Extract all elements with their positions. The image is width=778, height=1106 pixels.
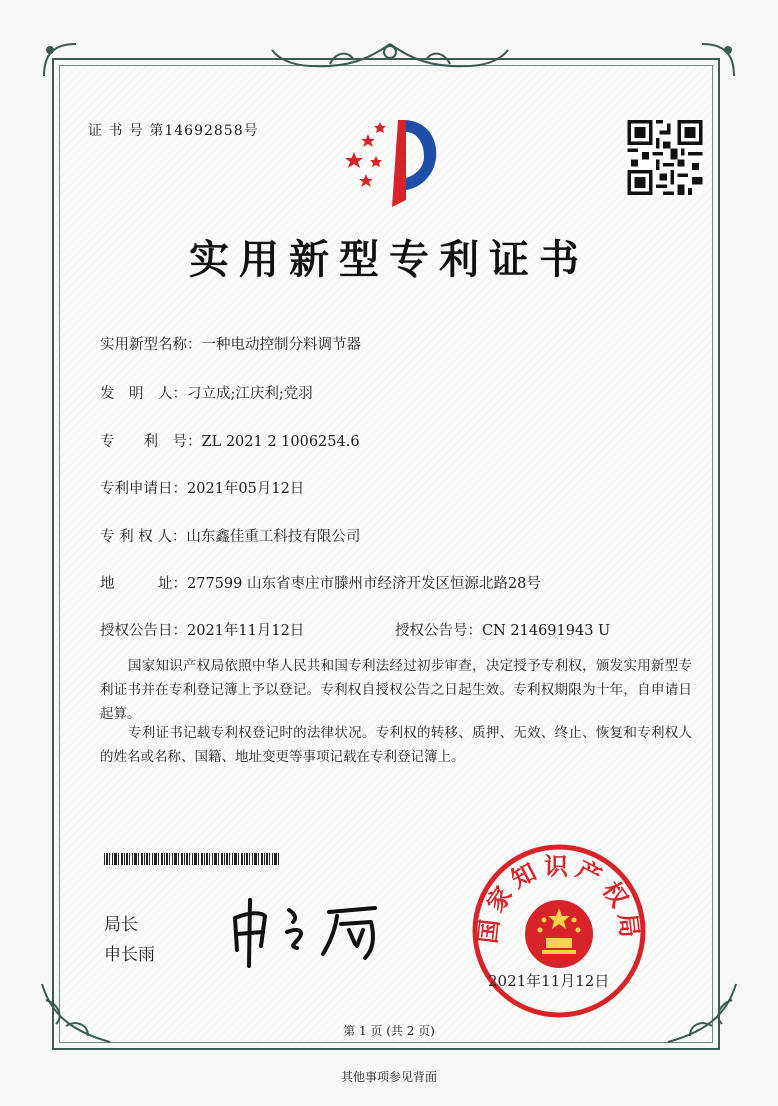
barcode-bar — [212, 853, 213, 865]
barcode-bar — [218, 853, 219, 865]
barcode-bar — [152, 853, 153, 865]
patent-holder-row — [100, 525, 360, 546]
barcode-bar — [134, 853, 137, 865]
barcode-bar — [141, 853, 143, 865]
barcode-bar — [201, 853, 203, 865]
field-value: 山东鑫佳重工科技有限公司 — [186, 529, 361, 545]
barcode-icon — [104, 853, 280, 865]
official-seal-icon — [470, 842, 648, 1020]
field-label: 授权公告号： — [395, 623, 482, 639]
grant-number-row — [395, 619, 610, 640]
patent-number-row — [100, 430, 360, 451]
barcode-bar — [126, 853, 128, 865]
director-signature — [225, 888, 395, 968]
field-label: 发 明 人： — [100, 386, 187, 402]
corner-ornament-bl — [36, 980, 116, 1050]
barcode-bar — [172, 853, 173, 865]
field-label: 实用新型名称： — [100, 337, 202, 353]
grant-date-row — [100, 619, 304, 640]
barcode-bar — [278, 853, 279, 865]
barcode-bar — [254, 853, 257, 865]
barcode-bar — [189, 853, 190, 865]
legal-paragraph: 国家知识产权局依照中华人民共和国专利法经过初步审查，决定授予专利权，颁发实用新型专利证书并在专利登记簿上予以登记。专利权自授权公告之日起生效。专利权期限为十年，自申请日起算。 — [100, 658, 692, 722]
barcode-bar — [146, 853, 148, 865]
barcode-bar — [169, 853, 170, 865]
field-value: 一种电动控制分料调节器 — [201, 337, 361, 353]
field-label: 专 利 号： — [100, 434, 202, 450]
legal-paragraph: 专利证书记载专利权登记时的法律状况。专利权的转移、质押、无效、终止、恢复和专利权人的姓名或名称、国籍、地址变更等事项记载在专利登记簿上。 — [100, 725, 692, 765]
barcode-bar — [246, 853, 248, 865]
field-value: CN 214691943 U — [482, 623, 611, 639]
field-label: 授权公告日： — [100, 623, 187, 639]
barcode-bar — [149, 853, 150, 865]
barcode-bar — [109, 853, 110, 865]
barcode-bar — [154, 853, 157, 865]
barcode-bar — [232, 853, 233, 865]
field-value: ZL 2021 2 1006254.6 — [201, 434, 360, 450]
barcode-bar — [138, 853, 139, 865]
field-label: 专利申请日： — [100, 481, 187, 497]
seal-text: 国家知识产权局 — [473, 852, 645, 945]
barcode-bar — [238, 853, 239, 865]
barcode-bar — [209, 853, 210, 865]
barcode-bar — [121, 853, 123, 865]
barcode-bar — [221, 853, 223, 865]
field-value: 2021年05月12日 — [187, 481, 305, 497]
barcode-bar — [229, 853, 230, 865]
barcode-bar — [181, 853, 183, 865]
barcode-bar — [214, 853, 217, 865]
barcode-bar — [186, 853, 188, 865]
barcode-bar — [132, 853, 133, 865]
director-name: 申长雨 — [104, 945, 155, 965]
barcode-bar — [129, 853, 130, 865]
corner-ornament-tl — [40, 40, 80, 80]
barcode-bar — [184, 853, 185, 865]
barcode-bar — [244, 853, 245, 865]
field-value: 2021年11月12日 — [187, 623, 305, 639]
barcode-bar — [106, 853, 108, 865]
barcode-bar — [124, 853, 125, 865]
barcode-bar — [192, 853, 193, 865]
certificate-number: 证 书 号 第14692858号 — [88, 123, 259, 139]
barcode-bar — [261, 853, 263, 865]
barcode-bar — [178, 853, 179, 865]
address-row — [100, 572, 541, 593]
barcode-bar — [166, 853, 168, 865]
barcode-bar — [204, 853, 205, 865]
field-value: 刁立成;江庆利;党羽 — [187, 386, 313, 402]
barcode-bar — [252, 853, 253, 865]
barcode-bar — [174, 853, 177, 865]
barcode-bar — [269, 853, 270, 865]
utility-model-name-row — [100, 333, 361, 354]
barcode-bar — [114, 853, 117, 865]
barcode-bar — [118, 853, 119, 865]
barcode-bar — [161, 853, 163, 865]
barcode-bar — [226, 853, 228, 865]
barcode-bar — [234, 853, 237, 865]
seal-date: 2021年11月12日 — [488, 972, 610, 990]
filing-date-row — [100, 477, 304, 498]
barcode-bar — [164, 853, 165, 865]
corner-ornament-tr — [698, 40, 738, 80]
barcode-bar — [224, 853, 225, 865]
qr-code-icon — [625, 120, 705, 195]
barcode-bar — [194, 853, 197, 865]
corner-ornament-br — [662, 980, 742, 1050]
barcode-bar — [206, 853, 208, 865]
inventor-row — [100, 382, 313, 403]
barcode-bar — [112, 853, 113, 865]
field-label: 专 利 权 人： — [100, 529, 187, 545]
barcode-bar — [274, 853, 277, 865]
director-title: 局长 — [104, 915, 138, 935]
barcode-bar — [266, 853, 268, 865]
barcode-bar — [258, 853, 259, 865]
back-note: 其他事项参见背面 — [340, 1070, 437, 1084]
barcode-bar — [144, 853, 145, 865]
barcode-bar — [198, 853, 199, 865]
barcode-bar — [104, 853, 105, 865]
page-number: 第 1 页 (共 2 页) — [343, 1024, 435, 1038]
field-label: 地 址： — [100, 576, 187, 592]
barcode-bar — [272, 853, 273, 865]
barcode-bar — [264, 853, 265, 865]
barcode-bar — [249, 853, 250, 865]
top-ornament — [270, 38, 510, 80]
barcode-bar — [241, 853, 243, 865]
certificate-title: 实用新型专利证书 — [189, 236, 589, 283]
barcode-bar — [158, 853, 159, 865]
field-value: 277599 山东省枣庄市滕州市经济开发区恒源北路28号 — [187, 576, 541, 592]
cnipa-logo-icon — [340, 112, 440, 212]
